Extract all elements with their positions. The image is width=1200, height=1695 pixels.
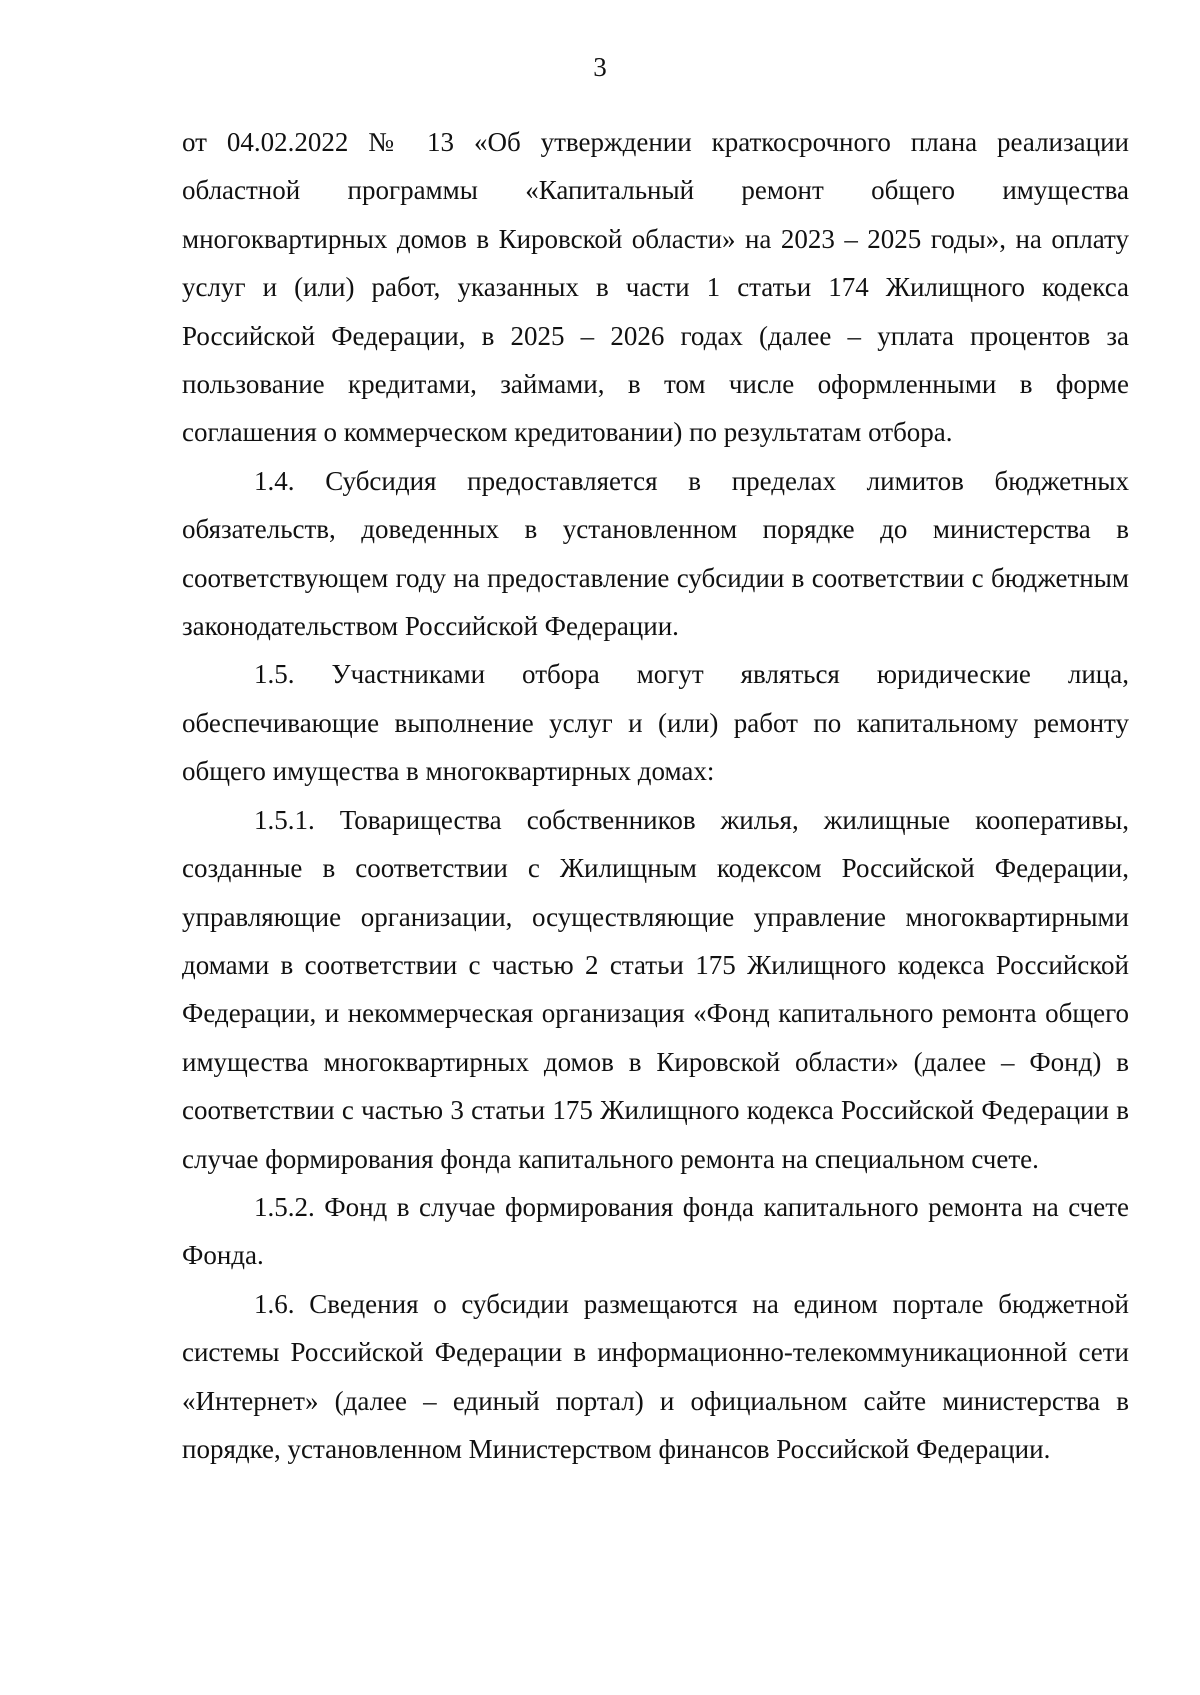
paragraph-1-5: 1.5. Участниками отбора могут являться юридические лица, обеспечивающие выполнение услуг и (или) работ по капитальному ремонту общего имущества в многоквартирных домах: (182, 659, 1129, 787)
paragraph-1-5-1: 1.5.1. Товарищества собственников жилья, жилищные кооперативы, созданные в соответствии с Жилищным кодексом Российской Федерации, управляющие организации, осуществляющие управление многоквартирными домами в соответствии с частью 2 статьи 175 Жилищного кодекса Российской Федерации, и некоммерческая организация «Фонд капитального ремонта общего имущества многоквартирных домов в Кировской области» (далее – Фонд) в соответствии с частью 3 статьи 175 Жилищного кодекса Российской Федерации в случае формирования фонда капитального ремонта на специальном счете. (182, 804, 1129, 1174)
paragraph-1-6: 1.6. Сведения о субсидии размещаются на едином портале бюджетной системы Российской Федерации в информационно-телекоммуникационной сети «Интернет» (далее – единый портал) и официальном сайте министерства в порядке, установленном Министерством финансов Российской Федерации. (182, 1288, 1129, 1464)
paragraph-continuation: от 04.02.2022 № 13 «Об утверждении краткосрочного плана реализации областной программы «Капитальный ремонт общего имущества многоквартирных домов в Кировской области» на 2023 – 2025 годы», на оплату услуг и (или) работ, указанных в части 1 статьи 174 Жилищного кодекса Российской Федерации, в 2025 – 2026 годах (далее – уплата процентов за пользование кредитами, займами, в том числе оформленными в форме соглашения о коммерческом кредитовании) по результатам отбора. (182, 127, 1129, 448)
paragraph-1-5-2: 1.5.2. Фонд в случае формирования фонда капитального ремонта на счете Фонда. (182, 1191, 1129, 1271)
paragraph-1-4: 1.4. Субсидия предоставляется в пределах лимитов бюджетных обязательств, доведенных в установленном порядке до министерства в соответствующем году на предоставление субсидии в соответствии с бюджетным законодательством Российской Федерации. (182, 465, 1129, 642)
page-number: 3 (593, 52, 607, 82)
document-body (182, 118, 1129, 1473)
